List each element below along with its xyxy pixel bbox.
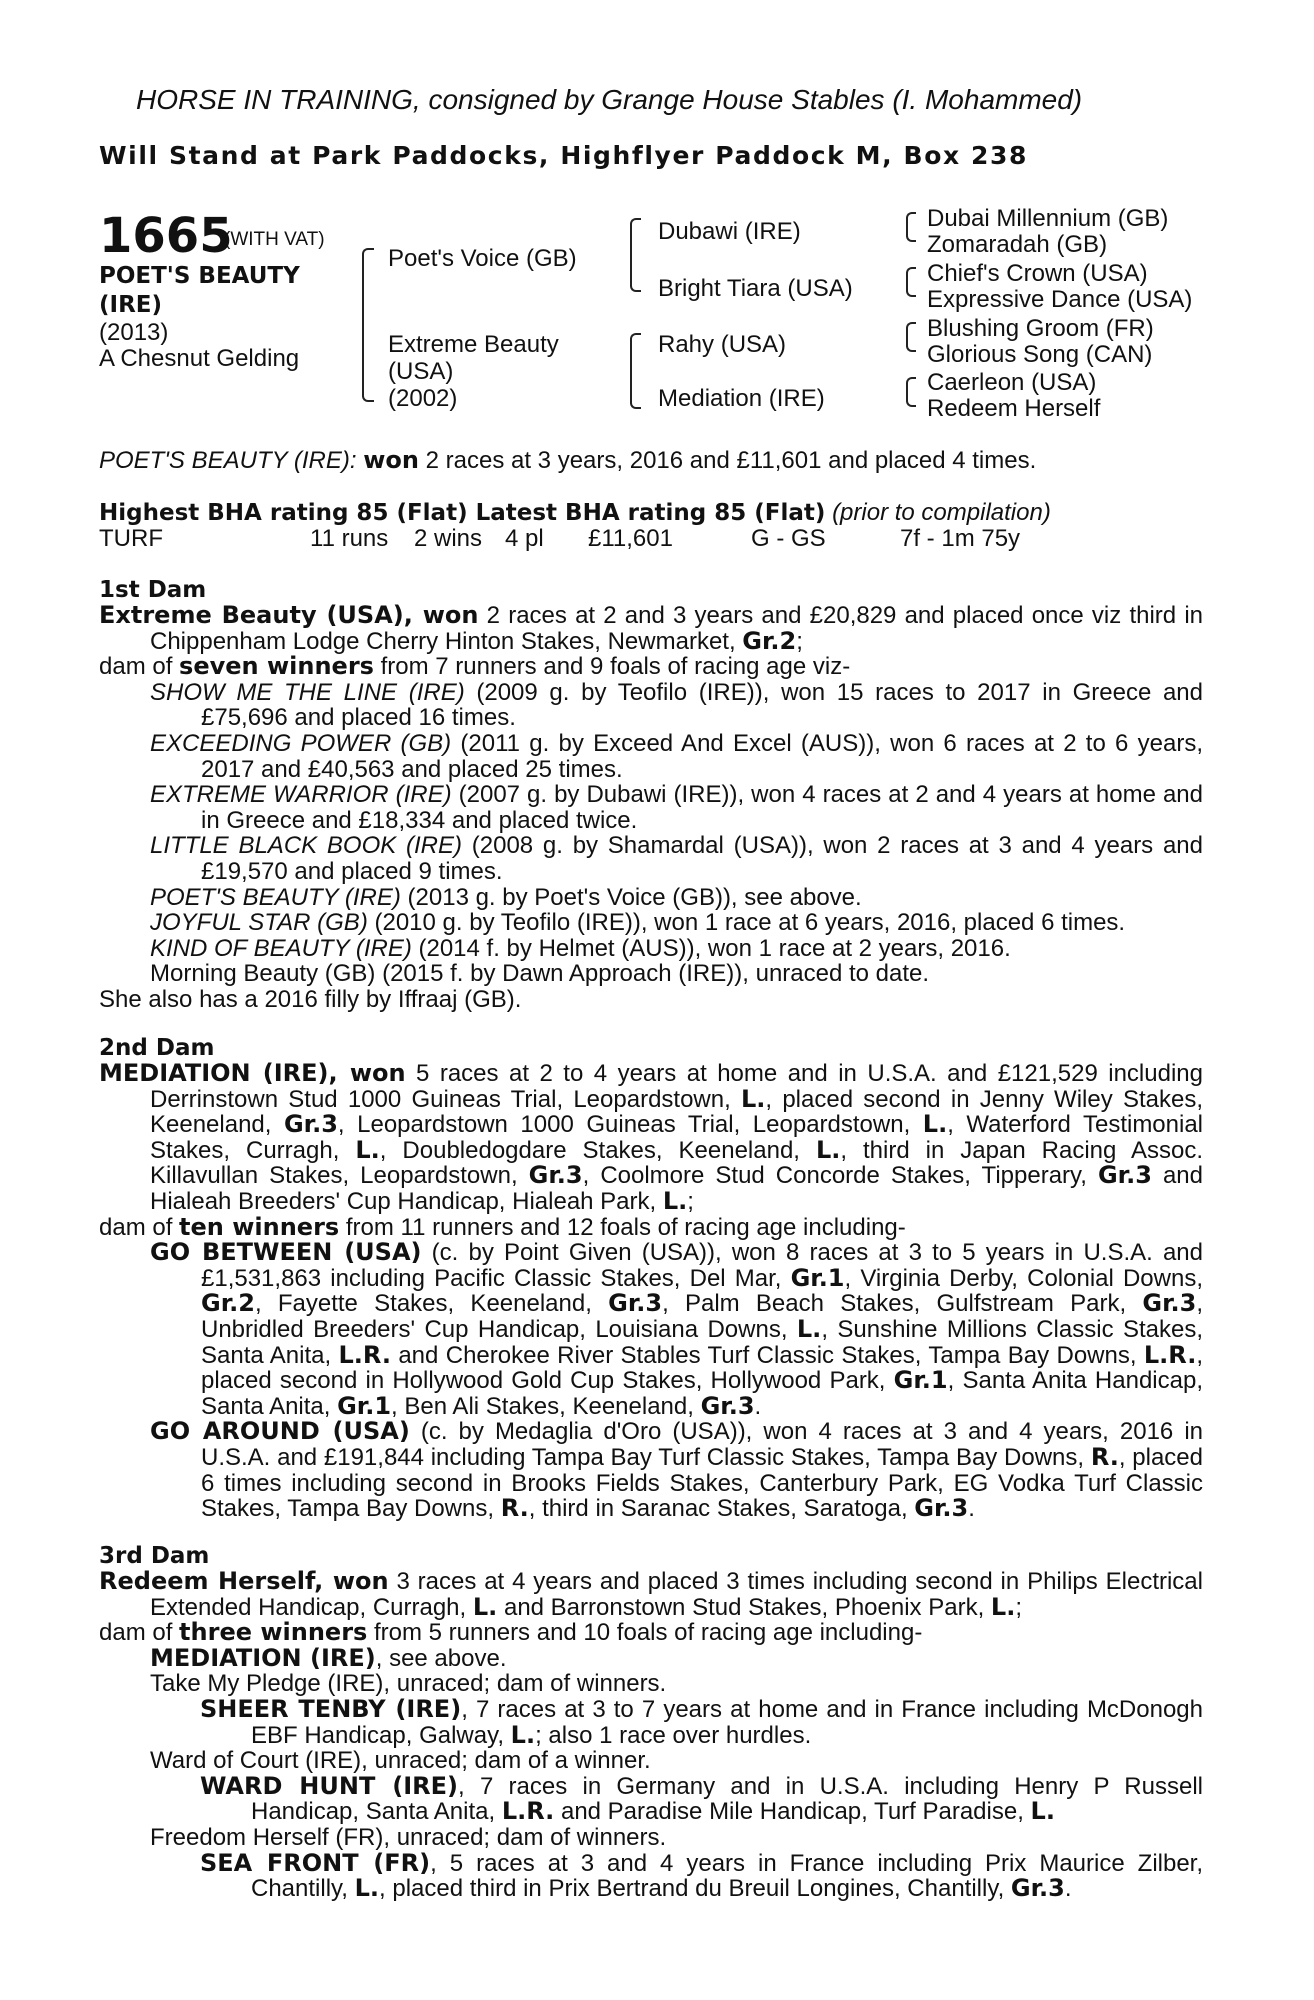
pedigree-sss: Dubai Millennium (GB): [927, 205, 1169, 232]
third-dam-heading: 3rd Dam: [99, 1543, 210, 1569]
rating-text: Highest BHA rating 85 (Flat) Latest BHA rating 85 (Flat): [99, 500, 826, 526]
second-dam-name: MEDIATION (IRE): [99, 1059, 329, 1087]
first-dam-heading: 1st Dam: [99, 577, 207, 603]
record-wins: 2 wins: [414, 525, 483, 552]
pedigree-sire-sire: Dubawi (IRE): [658, 218, 801, 245]
race-summary: [99, 448, 1203, 474]
pedigree-brace-ss: [906, 212, 916, 242]
first-dam-won: won: [422, 601, 479, 629]
progeny-text: (2007 g. by Dubawi (IRE)), won 4 races at 2 and 4 years at home and in Greece and £18,334 and placed twice.: [201, 781, 1203, 834]
record-distance: 7f - 1m 75y: [900, 525, 1021, 552]
consignment-header: HORSE IN TRAINING, consigned by Grange House Stables (I. Mohammed): [136, 84, 1083, 115]
first-dam-foals: from 7 runners and 9 foals of racing age viz-: [373, 653, 851, 681]
third-dam-winners: three winners: [179, 1618, 368, 1647]
pedigree-brace-sd: [906, 267, 916, 297]
third-dam-mediation-rest: , see above.: [375, 1644, 507, 1672]
record-earnings: £11,601: [588, 525, 673, 552]
first-dam-progeny-item: [99, 833, 1203, 884]
third-dam-foal-3: Freedom Herself (FR), unraced; dam of winners.: [150, 1823, 667, 1851]
third-dam-foal-1: Take My Pledge (IRE), unraced; dam of winners.: [150, 1670, 667, 1698]
progeny-name: GO AROUND (USA): [150, 1417, 410, 1446]
pedigree-dam-line3: (2002): [388, 385, 458, 412]
progeny-name: EXCEEDING POWER (GB): [150, 729, 452, 757]
summary-colon: :: [349, 447, 364, 474]
summary-horse-name: POET'S BEAUTY (IRE): [99, 447, 350, 474]
second-dam-foals: from 11 runners and 12 foals of racing age including-: [339, 1213, 906, 1241]
first-dam-progeny-item: [99, 936, 1203, 962]
second-dam-progeny-list: [99, 1240, 1203, 1522]
first-dam-name: Extreme Beauty (USA): [99, 601, 404, 629]
stabling-location: Will Stand at Park Paddocks, Highflyer Paddock M, Box 238: [99, 141, 1029, 170]
progeny-text: (2010 g. by Teofilo (IRE)), won 1 race at 6 years, 2016, placed 6 times.: [367, 909, 1126, 937]
second-dam-heading: 2nd Dam: [99, 1035, 215, 1061]
third-dam-foal-2-text: , 7 races in Germany and in U.S.A. including Henry P Russell Handicap, Santa Anita, L.R. and Paradise Mile Handicap, Turf Paradise, L.: [251, 1772, 1203, 1826]
foaling-year: (2013): [99, 319, 169, 346]
second-dam-record: MEDIATION (IRE), won 5 races at 2 to 4 years at home and in U.S.A. and £121,529 including Derrinstown Stud 1000 Guineas Trial, Leopardstown, L., placed second in Jenny Wiley Stakes, Keeneland, Gr.3, Leopardstown 1000 Guineas Trial, Leopardstown, L., Waterford Testimonial Stakes, Curragh, L., Doubledogdare Stakes, Keeneland, L., third in Japan Racing Assoc. Killavullan Stakes, Leopardstown, Gr.3, Coolmore Stud Concorde Stakes, Tipperary, Gr.3 and Hialeah Breeders' Cup Handicap, Hialeah Park, L.; dam of ten winners from 11 runners and 12 foals of racing age including- GO BETWEEN (USA) (c. by Point Given (USA)), won 8 races at 3 to 5 years in U.S.A. and £1,531,863 including Pacific Classic Stakes, Del Mar, Gr.1, Virginia Derby, Colonial Downs, Gr.2, Fayette Stakes, Keeneland, Gr.3, Palm Beach Stakes, Gulfstream Park, Gr.3, Unbridled Breeders' Cup Handicap, Louisiana Downs, L., Sunshine Millions Classic Stakes, Santa Anita, L.R. and Cherokee River Stables Turf Classic Stakes, Tampa Bay Downs, L.R., placed second in Hollywood Gold Cup Stakes, Hollywood Park, Gr.1, Santa Anita Handicap, Santa Anita, Gr.1, Ben Ali Stakes, Keeneland, Gr.3. GO AROUND (USA) (c. by Medaglia d'Oro (USA)), won 4 races at 3 and 4 years, 2016 in U.S.A. and £191,844 including Tampa Bay Turf Classic Stakes, Tampa Bay Downs, R., placed 6 times including second in Brooks Fields Stakes, Canterbury Park, EG Vodka Turf Classic Stakes, Tampa Bay Downs, R., third in Saranac Stakes, Saratoga, Gr.3.: [99, 1059, 1204, 1523]
second-dam-progeny-item: [99, 1419, 1203, 1521]
third-dam-foal-1-text: , 7 races at 3 to 7 years at home and in France including McDonogh EBF Handicap, Galway, L.; also 1 race over hurdles.: [251, 1695, 1204, 1749]
record-going: G - GS: [751, 525, 826, 552]
progeny-name: POET'S BEAUTY (IRE): [150, 883, 401, 911]
pedigree-brace-gen1: [362, 248, 374, 402]
first-dam-progeny-item: [99, 961, 1203, 987]
third-dam-text: 3 races at 4 years and placed 3 times including second in Philips Electrical Extended Handicap, Curragh, L. and Barronstown Stud Stakes, Phoenix Park, L.;: [150, 1568, 1203, 1621]
pedigree-ddd: Redeem Herself: [927, 395, 1101, 422]
first-dam-text-end: ;: [796, 627, 803, 655]
progeny-text: (2009 g. by Teofilo (IRE)), won 15 races to 2017 in Greece and £75,696 and placed 16 times.: [201, 678, 1204, 732]
pedigree-sds: Chief's Crown (USA): [927, 260, 1148, 287]
pedigree-dds: Caerleon (USA): [927, 369, 1097, 396]
rating-note: (prior to compilation): [832, 499, 1051, 526]
lot-number: 1665: [99, 208, 233, 264]
third-dam-dam-of: dam of: [99, 1619, 180, 1647]
pedigree-brace-ds: [906, 322, 916, 352]
pedigree-ssd: Zomaradah (GB): [927, 231, 1108, 258]
first-dam-winners: seven winners: [179, 652, 374, 681]
first-dam-progeny-item: [99, 680, 1203, 731]
first-dam-progeny-item: [99, 782, 1203, 833]
record-runs: 11 runs: [310, 525, 389, 552]
pedigree-brace-sire: [630, 218, 641, 292]
progeny-name: GO BETWEEN (USA): [150, 1238, 422, 1267]
progeny-name: JOYFUL STAR (GB): [150, 909, 368, 937]
progeny-text: (c. by Point Given (USA)), won 8 races at 3 to 5 years in U.S.A. and £1,531,863 including Pacific Classic Stakes, Del Mar, Gr.1, Virginia Derby, Colonial Downs, Gr.2, Fayette Stakes, Keeneland, Gr.3, Palm Beach Stakes, Gulfstream Park, Gr.3, Unbridled Breeders' Cup Handicap, Louisiana Downs, L., Sunshine Millions Classic Stakes, Santa Anita, L.R. and Cherokee River Stables Turf Classic Stakes, Tampa Bay Downs, L.R., placed second in Hollywood Gold Cup Stakes, Hollywood Park, Gr.1, Santa Anita Handicap, Santa Anita, Gr.1, Ben Ali Stakes, Keeneland, Gr.3.: [201, 1239, 1204, 1420]
progeny-name: EXTREME WARRIOR (IRE): [150, 781, 452, 809]
pedigree-brace-dd: [906, 377, 916, 407]
third-dam-foal-2: Ward of Court (IRE), unraced; dam of a winner.: [150, 1747, 651, 1775]
pedigree-dam-line2: (USA): [388, 358, 454, 385]
progeny-text: (2008 g. by Shamardal (USA)), won 2 races at 3 and 4 years and £19,570 and placed 9 times.: [201, 832, 1203, 885]
second-dam-won: won: [349, 1059, 406, 1087]
pedigree-sire-dam: Bright Tiara (USA): [658, 275, 853, 302]
progeny-text: Morning Beauty (GB) (2015 f. by Dawn Approach (IRE)), unraced to date.: [150, 960, 930, 988]
third-dam-foals: from 5 runners and 10 foals of racing age including-: [367, 1619, 923, 1647]
progeny-text: (c. by Medaglia d'Oro (USA)), won 4 races at 3 and 4 years, 2016 in U.S.A. and £191,844 including Tampa Bay Turf Classic Stakes, Tampa Bay Downs, R., placed 6 times including second in Brooks Fields Stakes, Canterbury Park, EG Vodka Turf Classic Stakes, Tampa Bay Downs, R., third in Saranac Stakes, Saratoga, Gr.3.: [201, 1418, 1204, 1523]
third-dam-mediation: MEDIATION (IRE): [150, 1643, 376, 1672]
pedigree-sire: Poet's Voice (GB): [388, 245, 577, 272]
first-dam-record: Extreme Beauty (USA), won 2 races at 2 and 3 years and £20,829 and placed once viz third in Chippenham Lodge Cherry Hinton Stakes, Newmarket, Gr.2; dam of seven winners from 7 runners and 9 foals of racing age viz- SHOW ME THE LINE (IRE) (2009 g. by Teofilo (IRE)), won 15 races to 2017 in Greece and £75,696 and placed 16 times. EXCEEDING POWER (GB) (2011 g. by Exceed And Excel (AUS)), won 6 races at 2 to 6 years, 2017 and £40,563 and placed 25 times. EXTREME WARRIOR (IRE) (2007 g. by Dubawi (IRE)), won 4 races at 2 and 4 years at home and in Greece and £18,334 and placed twice. LITTLE BLACK BOOK (IRE) (2008 g. by Shamardal (USA)), won 2 races at 3 and 4 years and £19,570 and placed 9 times. POET'S BEAUTY (IRE) (2013 g. by Poet's Voice (GB)), see above. JOYFUL STAR (GB) (2010 g. by Teofilo (IRE)), won 1 race at 6 years, 2016, placed 6 times. KIND OF BEAUTY (IRE) (2014 f. by Helmet (AUS)), won 1 race at 2 years, 2016. Morning Beauty (GB) (2015 f. by Dawn Approach (IRE)), unraced to date. She also has a 2016 filly by Iffraaj (GB).: [99, 601, 1204, 1013]
horse-name: [99, 262, 300, 320]
progeny-name: SHOW ME THE LINE (IRE): [150, 678, 465, 706]
first-dam-grade: Gr.2: [742, 626, 797, 655]
pedigree-sdd: Expressive Dance (USA): [927, 286, 1193, 313]
progeny-text: (2011 g. by Exceed And Excel (AUS)), won 6 races at 2 to 6 years, 2017 and £40,563 and placed 25 times.: [201, 729, 1203, 783]
horse-name-line2: (IRE): [99, 292, 163, 318]
first-dam-progeny-item: [99, 885, 1203, 911]
summary-won: won: [363, 446, 419, 474]
third-dam-foal-1-winner: SHEER TENBY (IRE): [200, 1694, 462, 1723]
third-dam-foal-3-text: , 5 races at 3 and 4 years in France including Prix Maurice Zilber, Chantilly, L., placed third in Prix Bertrand du Breuil Longines, Chantilly, Gr.3.: [251, 1849, 1204, 1903]
third-dam-foal-3-winner: SEA FRONT (FR): [200, 1848, 431, 1877]
record-surface: TURF: [99, 525, 163, 552]
rating-line: [99, 500, 1203, 527]
pedigree-dam-line1: Extreme Beauty: [388, 331, 559, 358]
first-dam-progeny-list: [99, 680, 1203, 987]
first-dam-progeny-item: [99, 731, 1203, 782]
third-dam-name: Redeem Herself: [99, 1567, 315, 1595]
first-dam-progeny-item: [99, 910, 1203, 936]
third-dam-record: Redeem Herself, won 3 races at 4 years and placed 3 times including second in Philips Electrical Extended Handicap, Curragh, L. and Barronstown Stud Stakes, Phoenix Park, L.; dam of three winners from 5 runners and 10 foals of racing age including- MEDIATION (IRE), see above. Take My Pledge (IRE), unraced; dam of winners. SHEER TENBY (IRE), 7 races at 3 to 7 years at home and in France including McDonogh EBF Handicap, Galway, L.; also 1 race over hurdles. Ward of Court (IRE), unraced; dam of a winner. WARD HUNT (IRE), 7 races in Germany and in U.S.A. including Henry P Russell Handicap, Santa Anita, L.R. and Paradise Mile Handicap, Turf Paradise, L. Freedom Herself (FR), unraced; dam of winners. SEA FRONT (FR), 5 races at 3 and 4 years in France including Prix Maurice Zilber, Chantilly, L., placed third in Prix Bertrand du Breuil Longines, Chantilly, Gr.3.: [99, 1567, 1204, 1903]
horse-description: A Chesnut Gelding: [99, 345, 300, 372]
pedigree-brace-dam: [630, 333, 641, 409]
pedigree-dam-dam: Mediation (IRE): [658, 385, 825, 412]
progeny-text: (2014 f. by Helmet (AUS)), won 1 race at 2 years, 2016.: [411, 934, 1011, 962]
second-dam-dam-of: dam of: [99, 1213, 180, 1241]
progeny-text: (2013 g. by Poet's Voice (GB)), see above.: [400, 883, 862, 911]
progeny-name: LITTLE BLACK BOOK (IRE): [150, 832, 463, 860]
pedigree-dam-sire: Rahy (USA): [658, 331, 787, 358]
first-dam-dam-of: dam of: [99, 653, 180, 681]
second-dam-progeny-item: [99, 1240, 1203, 1419]
vat-note: (WITH VAT): [224, 229, 325, 250]
pedigree-dsd: Glorious Song (CAN): [927, 341, 1153, 368]
first-dam-text: 2 races at 2 and 3 years and £20,829 and placed once viz third in Chippenham Lodge Cherry Hinton Stakes, Newmarket,: [150, 602, 1203, 655]
record-placed: 4 pl: [505, 525, 544, 552]
first-dam-also: She also has a 2016 filly by Iffraaj (GB).: [99, 985, 522, 1013]
horse-name-line1: POET'S BEAUTY: [99, 263, 300, 289]
third-dam-foal-2-winner: WARD HUNT (IRE): [200, 1771, 459, 1800]
second-dam-winners: ten winners: [179, 1212, 340, 1241]
progeny-name: KIND OF BEAUTY (IRE): [150, 934, 412, 962]
summary-text: 2 races at 3 years, 2016 and £11,601 and placed 4 times.: [418, 447, 1037, 474]
pedigree-dss: Blushing Groom (FR): [927, 315, 1154, 342]
second-dam-text: 5 races at 2 to 4 years at home and in U.S.A. and £121,529 including Derrinstown Stud 1000 Guineas Trial, Leopardstown, L., placed second in Jenny Wiley Stakes, Keeneland, Gr.3, Leopardstown 1000 Guineas Trial, Leopardstown, L., Waterford Testimonial Stakes, Curragh, L., Doubledogdare Stakes, Keeneland, L., third in Japan Racing Assoc. Killavullan Stakes, Leopardstown, Gr.3, Coolmore Stud Concorde Stakes, Tipperary, Gr.3 and Hialeah Breeders' Cup Handicap, Hialeah Park, L.;: [150, 1060, 1204, 1215]
third-dam-won: won: [332, 1567, 389, 1595]
